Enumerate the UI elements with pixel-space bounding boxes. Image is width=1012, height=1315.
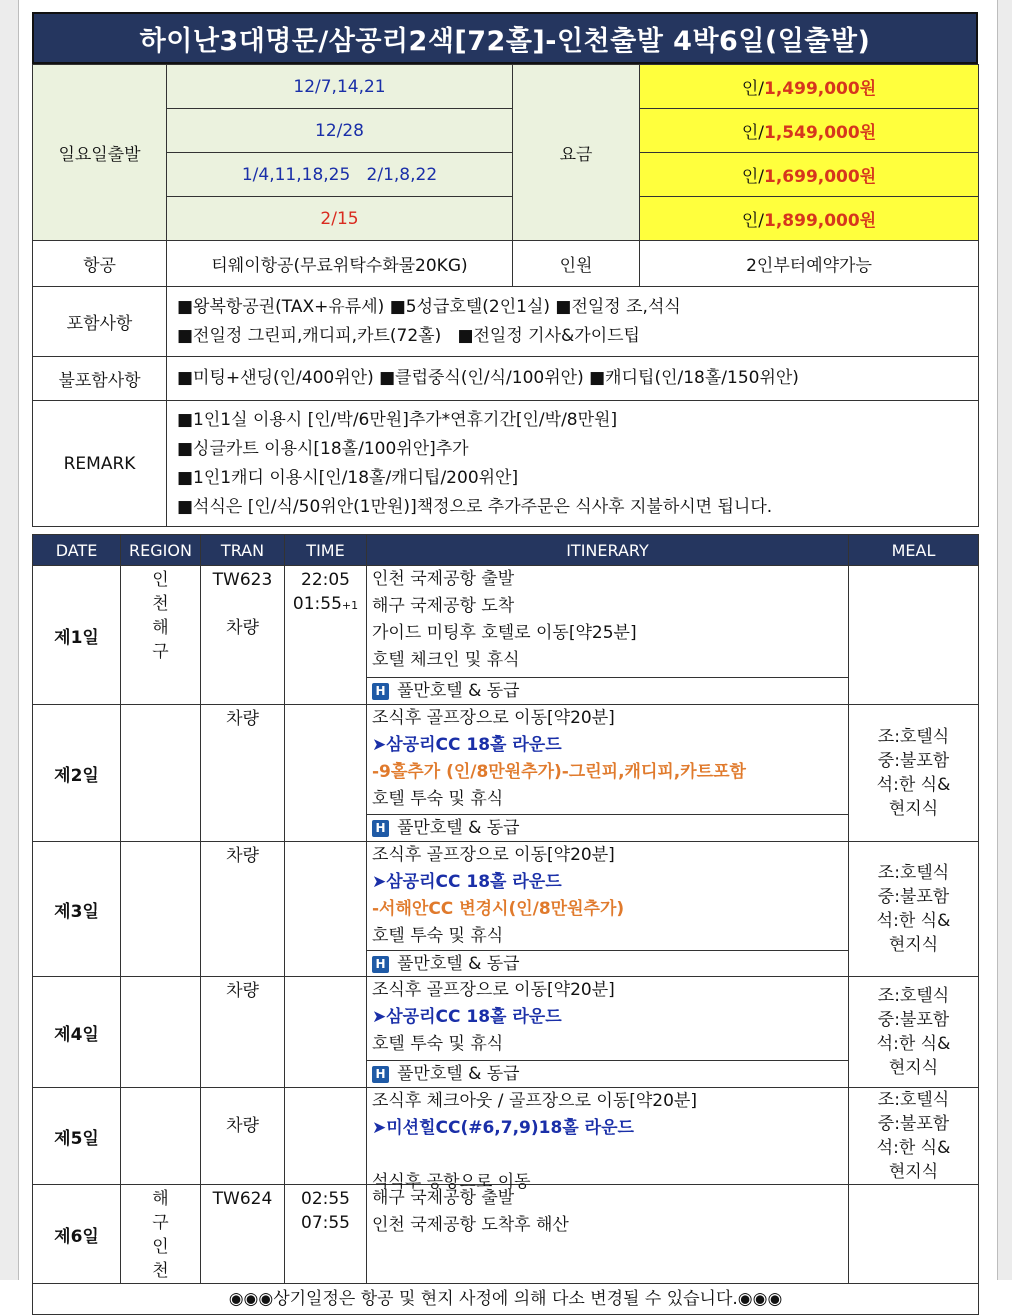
day-label: 제1일 <box>33 566 121 705</box>
itinerary-line: 호텔 투숙 및 휴식 <box>372 926 504 946</box>
region-cell <box>121 705 201 842</box>
transport-cell <box>201 1088 285 1185</box>
schedule-row <box>33 977 979 1088</box>
price-prefix: 인/ <box>741 211 764 231</box>
schedule-row <box>33 1185 979 1284</box>
meal-line: 중:불포함 <box>877 887 950 907</box>
region-cell <box>121 1185 201 1284</box>
meal-cell <box>849 977 979 1088</box>
schedule-row <box>33 842 979 977</box>
itinerary-cell <box>367 1185 849 1284</box>
meal-line: 조:호텔식 <box>877 727 950 747</box>
transport-value: 차량 <box>226 981 259 1001</box>
meal-cell <box>849 1088 979 1185</box>
header-region: REGION <box>121 535 201 566</box>
day-label: 제6일 <box>33 1185 121 1284</box>
meal-line: 조:호텔식 <box>877 1090 950 1110</box>
price-cell <box>640 109 979 153</box>
itinerary-cell <box>367 705 849 842</box>
price-amount: 1,499,000원 <box>764 79 877 99</box>
itinerary-line: 인천 국제공항 도착후 해산 <box>372 1215 569 1235</box>
page-title: 하이난3대명문/삼공리2색[72홀]-인천출발 4박6일(일출발) <box>32 12 978 64</box>
transport-value <box>201 592 284 616</box>
transport-cell <box>201 566 285 705</box>
time-value <box>285 592 366 618</box>
time-cell <box>285 1185 367 1284</box>
date-row: 2/15 <box>167 197 513 241</box>
itinerary-line: 호텔 체크인 및 휴식 <box>372 650 520 670</box>
itinerary-line: 호텔 투숙 및 휴식 <box>372 789 504 809</box>
meal-line: 중:불포함 <box>877 1114 950 1134</box>
schedule-row <box>33 1088 979 1185</box>
itinerary-line: ➤삼공리CC 18홀 라운드 <box>372 1007 562 1027</box>
time-text: 07:55 <box>301 1213 350 1233</box>
itinerary-line: 가이드 미팅후 호텔로 이동[약25분] <box>372 623 637 643</box>
time-text: 22:05 <box>301 570 350 590</box>
price-label: 요금 <box>513 65 640 241</box>
time-cell <box>285 705 367 842</box>
time-cell <box>285 1088 367 1185</box>
itinerary-line: ➤삼공리CC 18홀 라운드 <box>372 735 562 755</box>
schedule-table <box>32 534 979 1315</box>
meal-line: 현지식 <box>888 799 939 819</box>
remark-label: REMARK <box>33 401 167 527</box>
itinerary-line: 조식후 체크아웃 / 골프장으로 이동[약20분] <box>372 1091 697 1111</box>
price-prefix: 인/ <box>741 79 764 99</box>
hotel-name: 풀만호텔 & 동급 <box>397 954 520 974</box>
meal-cell <box>849 566 979 705</box>
meal-cell <box>849 1185 979 1284</box>
time-cell <box>285 977 367 1088</box>
include-line: ■전일정 그린피,캐디피,카트(72홀) ■전일정 기사&가이드팁 <box>177 325 640 346</box>
hotel-line <box>367 814 848 841</box>
itinerary-line: 해구 국제공항 도착 <box>372 596 515 616</box>
pax-label: 인원 <box>513 241 640 287</box>
itinerary-cell <box>367 1088 849 1192</box>
meal-line: 석:한 식& <box>876 1138 951 1158</box>
itinerary-cell <box>367 566 849 705</box>
itinerary-line: 해구 국제공항 출발 <box>372 1188 515 1208</box>
remark-line: ■1인1캐디 이용시[인/18홀/캐디팁/200위안] <box>177 467 519 488</box>
price-amount: 1,899,000원 <box>764 211 877 231</box>
region-name: 인천 <box>152 570 187 614</box>
tour-sheet <box>32 12 978 1315</box>
meal-line: 현지식 <box>888 935 939 955</box>
day-label: 제4일 <box>33 977 121 1088</box>
itinerary-line: 조식후 골프장으로 이동[약20분] <box>372 708 615 728</box>
price-amount: 1,549,000원 <box>764 123 877 143</box>
itinerary-line: 호텔 투숙 및 휴식 <box>372 1034 504 1054</box>
schedule-row <box>33 566 979 705</box>
include-list <box>167 287 979 357</box>
region-name: 해구 <box>152 1189 187 1233</box>
include-label: 포함사항 <box>33 287 167 357</box>
transport-cell <box>201 1185 285 1284</box>
transport-value: 차량 <box>226 618 259 638</box>
price-table <box>32 64 979 527</box>
hotel-icon: H <box>372 820 389 837</box>
hotel-name: 풀만호텔 & 동급 <box>397 1064 520 1084</box>
price-cell <box>640 197 979 241</box>
remark-line: ■싱글카트 이용시[18홀/100위안]추가 <box>177 438 469 459</box>
region-name: 인천 <box>152 1237 187 1281</box>
meal-cell <box>849 842 979 977</box>
itinerary-line: 석식후 공항으로 이동 <box>372 1172 531 1192</box>
region-cell <box>121 566 201 705</box>
price-amount: 1,699,000원 <box>764 167 877 187</box>
time-text: 02:55 <box>301 1189 350 1209</box>
meal-line: 중:불포함 <box>877 751 950 771</box>
date-row: 12/7,14,21 <box>167 65 513 109</box>
transport-cell <box>201 842 285 977</box>
transport-cell <box>201 705 285 842</box>
region-cell <box>121 842 201 977</box>
transport-value: 차량 <box>226 846 259 866</box>
viewer-frame-right <box>997 0 1012 1280</box>
itinerary-cell <box>367 842 849 977</box>
hotel-name: 풀만호텔 & 동급 <box>397 681 520 701</box>
itinerary-line: ➤미션힐CC(#6,7,9)18홀 라운드 <box>372 1118 634 1138</box>
hotel-icon: H <box>372 683 389 700</box>
remark-list <box>167 401 979 527</box>
hotel-line <box>367 1060 848 1087</box>
itinerary-line: 조식후 골프장으로 이동[약20분] <box>372 845 615 865</box>
header-tran: TRAN <box>201 535 285 566</box>
meal-line: 현지식 <box>888 1058 939 1078</box>
itinerary-line: 인천 국제공항 출발 <box>372 569 515 589</box>
departure-label: 일요일출발 <box>33 65 167 241</box>
header-date: DATE <box>33 535 121 566</box>
airline-value: 티웨이항공(무료위탁수화물20KG) <box>167 241 513 287</box>
day-offset: +1 <box>341 599 359 612</box>
date-row: 12/28 <box>167 109 513 153</box>
viewer-frame-left <box>0 0 19 1280</box>
itinerary-line: -9홀추가 (인/8만원추가)-그린피,캐디피,카트포함 <box>372 762 746 782</box>
time-text: 01:55 <box>292 594 342 614</box>
itinerary-line <box>367 1142 848 1169</box>
transport-value: 차량 <box>226 1116 259 1136</box>
hotel-name: 풀만호텔 & 동급 <box>397 818 520 838</box>
price-prefix: 인/ <box>741 167 764 187</box>
pax-value: 2인부터예약가능 <box>640 241 979 287</box>
hotel-icon: H <box>372 956 389 973</box>
time-value <box>285 1211 366 1235</box>
transport-value: 차량 <box>226 709 259 729</box>
itinerary-line: -서해안CC 변경시(인/8만원추가) <box>372 899 625 919</box>
time-cell <box>285 566 367 705</box>
time-value <box>285 568 366 592</box>
day-label: 제3일 <box>33 842 121 977</box>
transport-cell <box>201 977 285 1088</box>
remark-line: ■석식은 [인/식/50위안(1만원)]책정으로 추가주문은 식사후 지불하시면 됩니다. <box>177 496 773 517</box>
hotel-line <box>367 677 848 704</box>
footer-notice: ◉◉◉상기일정은 항공 및 현지 사정에 의해 다소 변경될 수 있습니다.◉◉◉ <box>33 1284 979 1315</box>
meal-line: 조:호텔식 <box>877 986 950 1006</box>
header-meal: MEAL <box>849 535 979 566</box>
meal-line: 중:불포함 <box>877 1010 950 1030</box>
hotel-icon: H <box>372 1066 389 1083</box>
price-cell <box>640 153 979 197</box>
airline-label: 항공 <box>33 241 167 287</box>
header-itinerary: ITINERARY <box>367 535 849 566</box>
region-cell <box>121 1088 201 1185</box>
region-name: 해구 <box>152 618 187 662</box>
itinerary-line: 조식후 골프장으로 이동[약20분] <box>372 980 615 1000</box>
day-label: 제2일 <box>33 705 121 842</box>
include-line: ■왕복항공권(TAX+유류세) ■5성급호텔(2인1실) ■전일정 조,석식 <box>177 296 681 317</box>
price-cell <box>640 65 979 109</box>
itinerary-line: ➤삼공리CC 18홀 라운드 <box>372 872 562 892</box>
date-row: 1/4,11,18,25 2/1,8,22 <box>167 153 513 197</box>
time-value <box>285 1187 366 1211</box>
exclude-line: ■미팅+샌딩(인/400위안) ■클럽중식(인/식/100위안) ■캐디팁(인/18홀/150위안) <box>167 357 979 401</box>
time-cell <box>285 842 367 977</box>
hotel-line <box>367 950 848 977</box>
itinerary-cell <box>367 977 849 1088</box>
remark-line: ■1인1실 이용시 [인/박/6만원]추가*연휴기간[인/박/8만원] <box>177 409 618 430</box>
transport-value <box>201 1090 284 1114</box>
schedule-row <box>33 705 979 842</box>
day-label: 제5일 <box>33 1088 121 1185</box>
region-cell <box>121 977 201 1088</box>
header-time: TIME <box>285 535 367 566</box>
meal-line: 석:한 식& <box>876 1034 951 1054</box>
exclude-label: 불포함사항 <box>33 357 167 401</box>
meal-line: 조:호텔식 <box>877 863 950 883</box>
meal-line: 석:한 식& <box>876 775 951 795</box>
transport-value: TW623 <box>212 570 273 590</box>
transport-value: TW624 <box>212 1189 273 1209</box>
price-prefix: 인/ <box>741 123 764 143</box>
meal-line: 현지식 <box>888 1162 939 1182</box>
meal-line: 석:한 식& <box>876 911 951 931</box>
meal-cell <box>849 705 979 842</box>
